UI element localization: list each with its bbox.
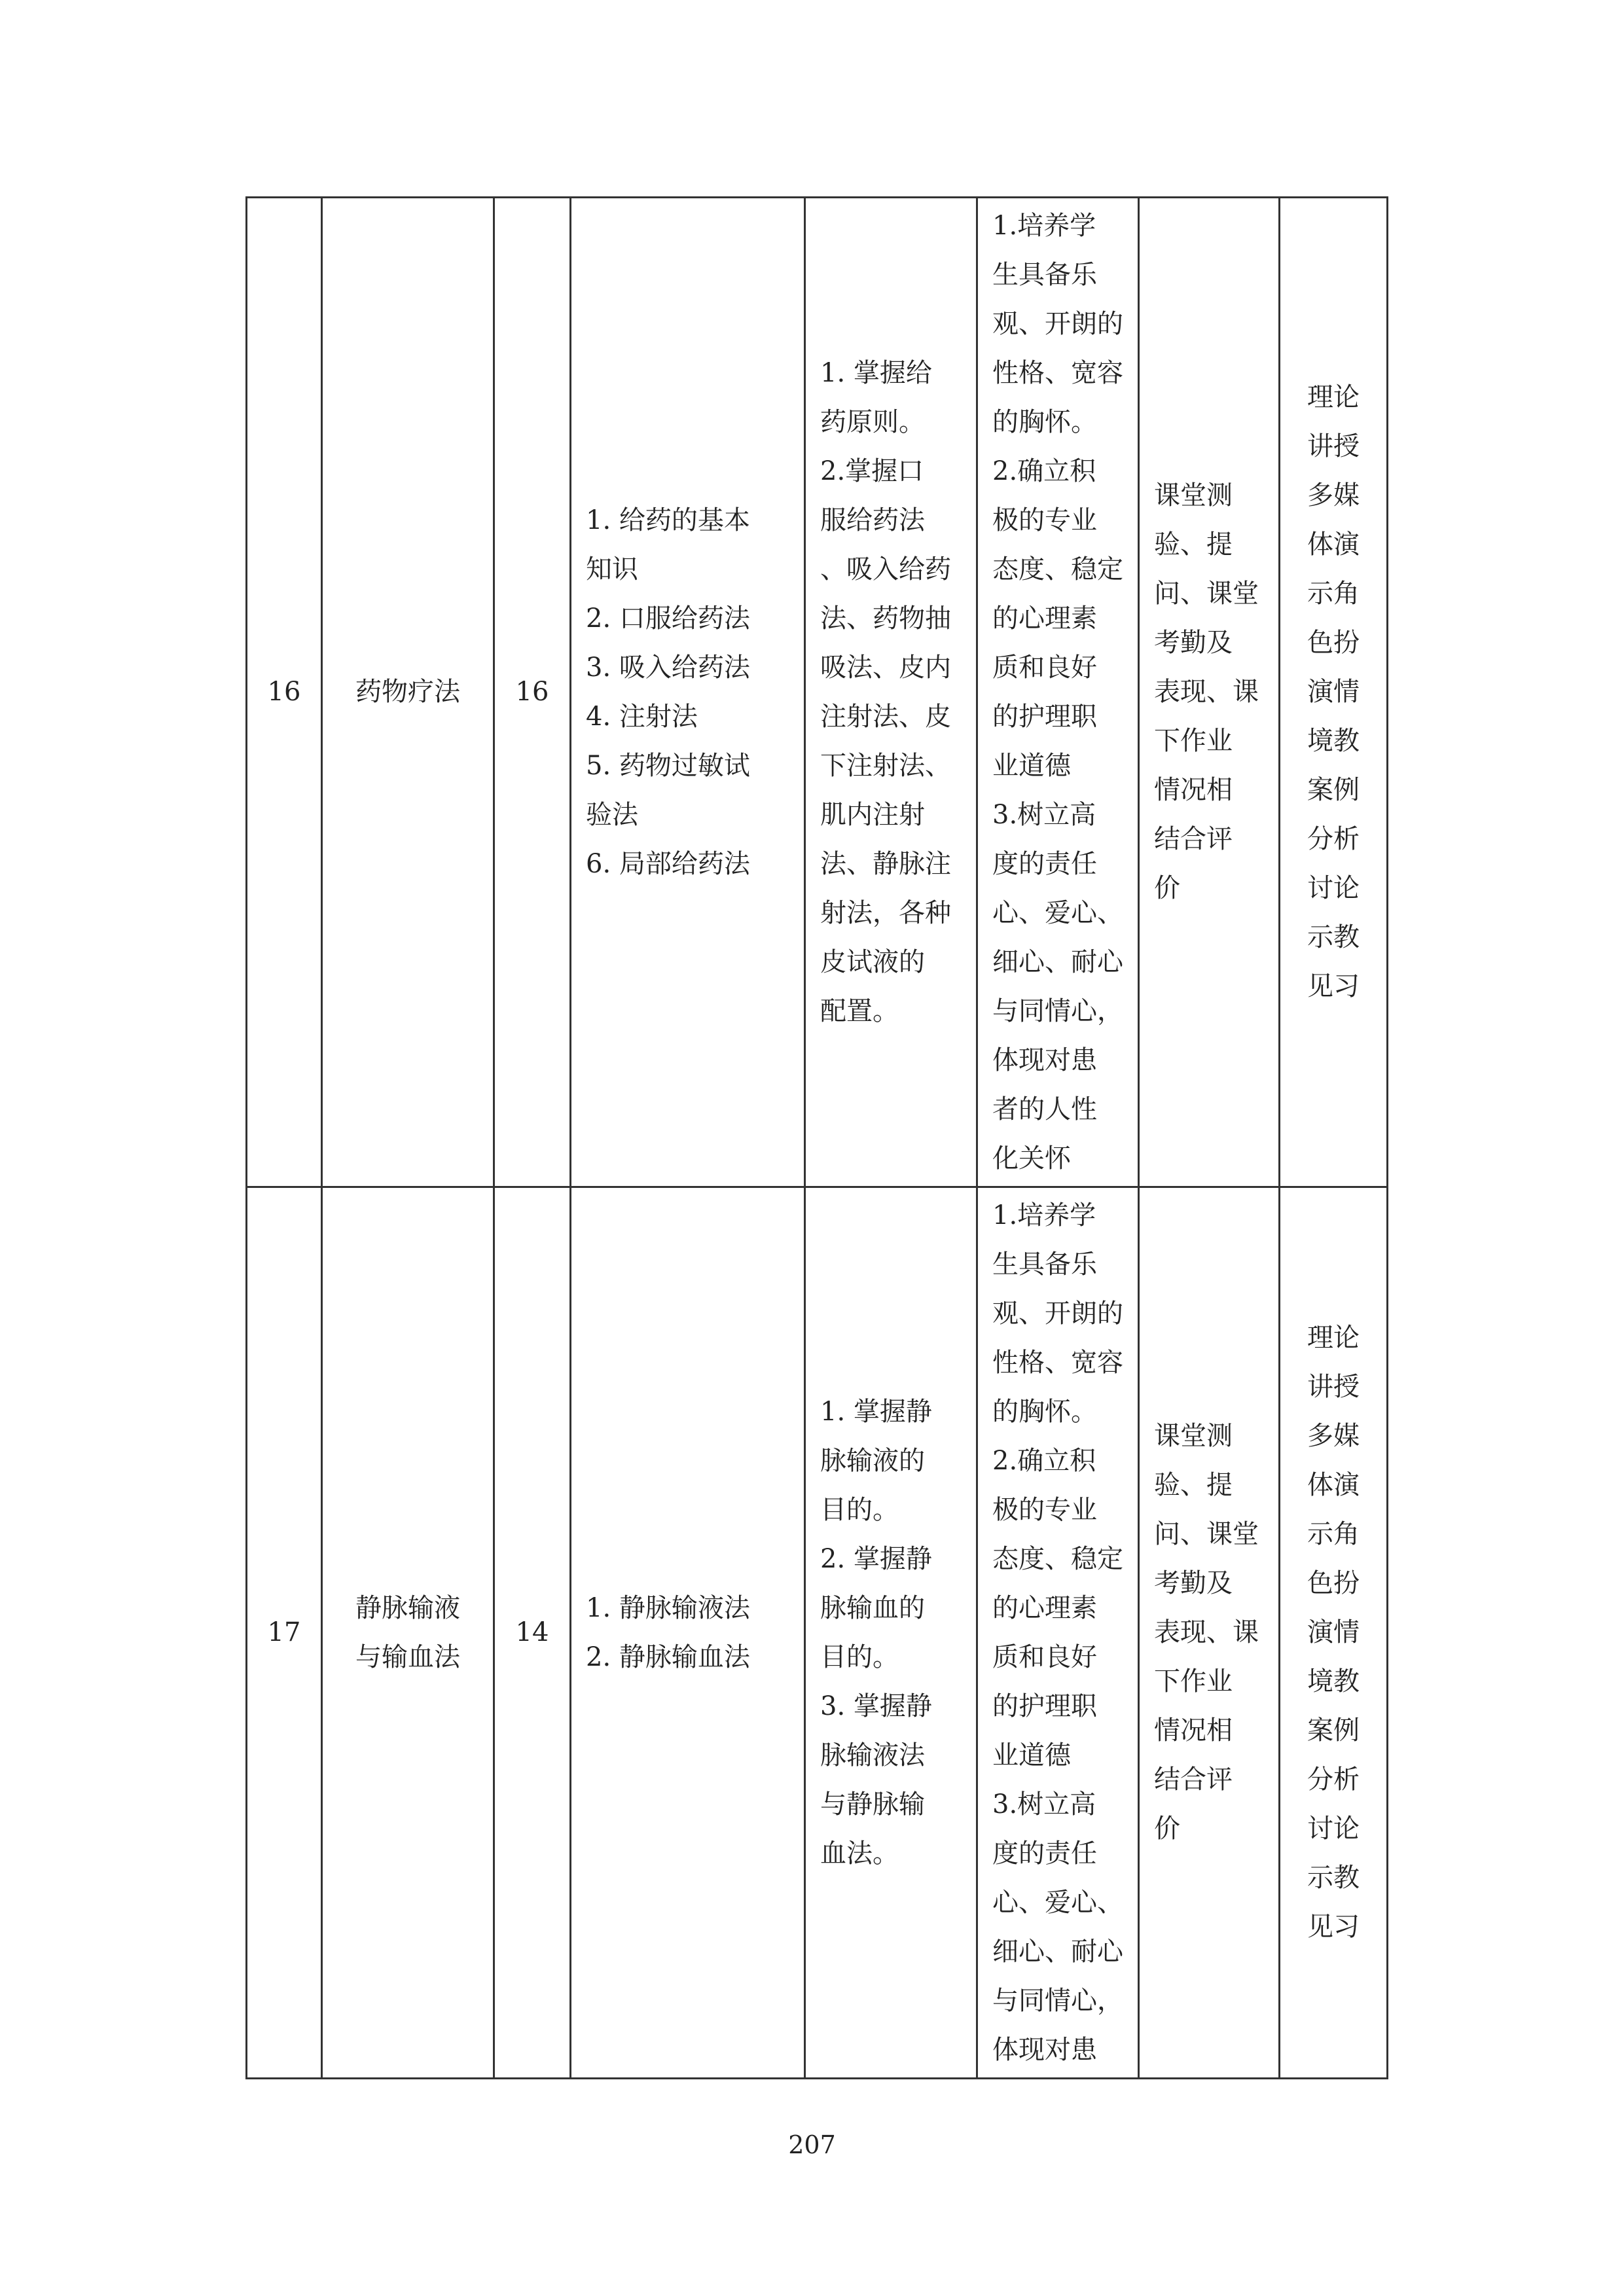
cell-teaching-methods-line: 案例 xyxy=(1307,1715,1360,1746)
cell-content-line: 4. 注射法 xyxy=(586,701,698,732)
cell-ideology-goals-line: 3.树立高 xyxy=(992,799,1096,830)
cell-teaching-methods-line: 多媒 xyxy=(1307,1421,1360,1451)
cell-ideology-goals-line: 化关怀 xyxy=(992,1143,1071,1174)
cell-assessment-line: 考勤及 xyxy=(1154,1568,1233,1598)
cell-ideology-goals-line: 1.培养学 xyxy=(992,1200,1096,1230)
cell-objectives-line: 3. 掌握静 xyxy=(820,1691,932,1721)
table-body xyxy=(247,198,1388,2079)
cell-objectives-line: 肌内注射 xyxy=(820,799,925,830)
cell-objectives-line: 服给药法 xyxy=(820,505,925,535)
cell-teaching-methods-line: 讨论 xyxy=(1307,873,1360,903)
cell-objectives-line: 与静脉输 xyxy=(820,1789,925,1820)
cell-teaching-methods-line: 分析 xyxy=(1307,824,1360,854)
cell-objectives xyxy=(805,198,977,1187)
cell-ideology-goals-line: 与同情心， xyxy=(992,1985,1123,2016)
cell-ideology-goals-line: 的心理素 xyxy=(992,603,1097,634)
cell-objectives-line: 药原则。 xyxy=(820,406,925,437)
cell-ideology-goals-line: 生具备乐 xyxy=(992,1249,1097,1280)
cell-assessment-line: 情况相 xyxy=(1154,1715,1233,1746)
cell-assessment-line: 表现、课 xyxy=(1154,1617,1259,1647)
cell-objectives-line: 2.掌握口 xyxy=(820,456,924,486)
cell-ideology-goals-line: 的心理素 xyxy=(992,1592,1097,1623)
cell-objectives-line: 血法。 xyxy=(820,1838,899,1869)
cell-content-line: 6. 局部给药法 xyxy=(586,848,750,879)
cell-ideology-goals-line: 体现对患 xyxy=(992,2034,1097,2065)
cell-hours: 14 xyxy=(494,1187,571,2079)
cell-teaching-methods-line: 演情 xyxy=(1307,677,1360,707)
cell-topic-line: 与输血法 xyxy=(355,1641,460,1672)
cell-lesson-number: 16 xyxy=(247,198,322,1187)
cell-content-line: 2. 口服给药法 xyxy=(586,603,750,634)
cell-assessment-line: 验、提 xyxy=(1154,1470,1233,1500)
cell-teaching-methods-line: 示角 xyxy=(1307,1519,1360,1549)
cell-objectives-line: 下注射法、 xyxy=(820,750,951,781)
cell-ideology-goals-line: 体现对患 xyxy=(992,1045,1097,1075)
cell-teaching-methods-line: 色扮 xyxy=(1307,628,1360,658)
cell-objectives xyxy=(805,1187,977,2079)
cell-teaching-methods-line: 理论 xyxy=(1307,1323,1360,1353)
cell-teaching-methods-line: 体演 xyxy=(1307,529,1360,560)
page-number: 207 xyxy=(788,2130,836,2159)
cell-objectives-line: 法、药物抽 xyxy=(820,603,951,634)
cell-ideology-goals-line: 2.确立积 xyxy=(992,1445,1096,1476)
cell-assessment-line: 价 xyxy=(1154,873,1180,903)
cell-teaching-methods-line: 境教 xyxy=(1307,726,1360,756)
cell-teaching-methods-line: 示教 xyxy=(1307,922,1360,952)
cell-teaching-methods-line: 示教 xyxy=(1307,1863,1360,1893)
cell-content-line: 1. 静脉输液法 xyxy=(586,1592,750,1623)
cell-teaching-methods-line: 讲授 xyxy=(1307,431,1360,461)
cell-assessment-line: 下作业 xyxy=(1154,1666,1233,1696)
cell-ideology-goals-line: 与同情心， xyxy=(992,996,1123,1026)
cell-assessment-line: 验、提 xyxy=(1154,529,1233,560)
cell-ideology-goals-line: 者的人性 xyxy=(992,1094,1097,1124)
cell-objectives-line: 脉输液的 xyxy=(820,1445,925,1476)
cell-assessment-line: 课堂测 xyxy=(1154,1421,1233,1451)
cell-assessment-line: 结合评 xyxy=(1154,824,1233,854)
cell-objectives-line: 脉输液法 xyxy=(820,1740,925,1770)
cell-teaching-methods xyxy=(1280,1187,1388,2079)
cell-objectives-line: 、吸入给药 xyxy=(820,554,951,584)
cell-ideology-goals-line: 细心、耐心 xyxy=(992,946,1123,977)
cell-topic-line: 药物疗法 xyxy=(355,677,460,707)
cell-teaching-methods-line: 境教 xyxy=(1307,1666,1360,1696)
cell-content-line: 2. 静脉输血法 xyxy=(586,1641,750,1672)
cell-teaching-methods-line: 见习 xyxy=(1307,971,1360,1001)
cell-assessment-line: 问、课堂 xyxy=(1154,1519,1259,1549)
cell-objectives-line: 皮试液的 xyxy=(820,946,925,977)
cell-objectives-line: 法、静脉注 xyxy=(820,848,951,879)
cell-assessment-line: 表现、课 xyxy=(1154,677,1259,707)
cell-ideology-goals-line: 生具备乐 xyxy=(992,259,1097,290)
cell-ideology-goals-line: 业道德 xyxy=(992,750,1071,781)
cell-objectives-line: 射法，各种 xyxy=(820,897,951,928)
cell-teaching-methods-line: 讲授 xyxy=(1307,1372,1360,1402)
cell-ideology-goals-line: 的胸怀。 xyxy=(992,1396,1097,1427)
cell-ideology-goals-line: 心、爱心、 xyxy=(992,1887,1123,1918)
cell-ideology-goals-line: 态度、稳定 xyxy=(992,554,1123,584)
cell-ideology-goals-line: 性格、宽容 xyxy=(992,1347,1123,1378)
cell-teaching-methods-line: 见习 xyxy=(1307,1912,1360,1942)
cell-teaching-methods-line: 讨论 xyxy=(1307,1814,1360,1844)
cell-ideology-goals-line: 观、开朗的 xyxy=(992,1298,1123,1329)
cell-objectives-line: 注射法、皮 xyxy=(820,701,951,732)
cell-content xyxy=(571,1187,805,2079)
cell-objectives-line: 2. 掌握静 xyxy=(820,1543,932,1574)
cell-teaching-methods-line: 体演 xyxy=(1307,1470,1360,1500)
cell-objectives-line: 目的。 xyxy=(820,1641,899,1672)
cell-ideology-goals-line: 极的专业 xyxy=(992,1494,1097,1525)
cell-assessment-line: 价 xyxy=(1154,1814,1180,1844)
cell-teaching-methods-line: 案例 xyxy=(1307,775,1360,805)
cell-teaching-methods-line: 演情 xyxy=(1307,1617,1360,1647)
cell-assessment-line: 问、课堂 xyxy=(1154,579,1259,609)
cell-assessment-line: 考勤及 xyxy=(1154,628,1233,658)
cell-objectives-line: 1. 掌握给 xyxy=(820,357,932,388)
cell-teaching-methods-line: 多媒 xyxy=(1307,480,1360,511)
cell-assessment xyxy=(1139,198,1280,1187)
cell-teaching-methods-line: 色扮 xyxy=(1307,1568,1360,1598)
cell-lesson-number: 17 xyxy=(247,1187,322,2079)
cell-ideology-goals-line: 质和良好 xyxy=(992,1641,1097,1672)
cell-ideology-goals-line: 性格、宽容 xyxy=(992,357,1123,388)
cell-ideology-goals xyxy=(977,1187,1139,2079)
cell-topic-line: 静脉输液 xyxy=(355,1592,460,1623)
cell-content-line: 1. 给药的基本 xyxy=(586,505,750,535)
cell-topic xyxy=(322,198,494,1187)
cell-assessment-line: 下作业 xyxy=(1154,726,1233,756)
cell-ideology-goals-line: 态度、稳定 xyxy=(992,1543,1123,1574)
cell-assessment-line: 课堂测 xyxy=(1154,480,1233,511)
cell-teaching-methods-line: 分析 xyxy=(1307,1765,1360,1795)
cell-teaching-methods-line: 理论 xyxy=(1307,382,1360,412)
cell-content-line: 验法 xyxy=(586,799,638,830)
cell-objectives-line: 脉输血的 xyxy=(820,1592,925,1623)
cell-content-line: 3. 吸入给药法 xyxy=(586,652,750,683)
cell-assessment xyxy=(1139,1187,1280,2079)
cell-ideology-goals-line: 质和良好 xyxy=(992,652,1097,683)
cell-ideology-goals xyxy=(977,198,1139,1187)
cell-ideology-goals-line: 3.树立高 xyxy=(992,1789,1096,1820)
cell-ideology-goals-line: 观、开朗的 xyxy=(992,308,1123,339)
table-row xyxy=(247,198,1388,1187)
cell-assessment-line: 结合评 xyxy=(1154,1765,1233,1795)
cell-teaching-methods-line: 示角 xyxy=(1307,579,1360,609)
cell-ideology-goals-line: 细心、耐心 xyxy=(992,1936,1123,1967)
course-table xyxy=(245,196,1388,2079)
cell-ideology-goals-line: 业道德 xyxy=(992,1740,1071,1770)
cell-ideology-goals-line: 度的责任 xyxy=(992,1838,1097,1869)
cell-content-line: 知识 xyxy=(586,554,638,584)
cell-ideology-goals-line: 极的专业 xyxy=(992,505,1097,535)
cell-ideology-goals-line: 的胸怀。 xyxy=(992,406,1097,437)
cell-ideology-goals-line: 2.确立积 xyxy=(992,456,1096,486)
cell-objectives-line: 配置。 xyxy=(820,996,899,1026)
cell-objectives-line: 吸法、皮内 xyxy=(820,652,951,683)
cell-ideology-goals-line: 度的责任 xyxy=(992,848,1097,879)
cell-ideology-goals-line: 心、爱心、 xyxy=(992,897,1123,928)
table-row xyxy=(247,1187,1388,2079)
cell-objectives-line: 1. 掌握静 xyxy=(820,1396,932,1427)
cell-topic xyxy=(322,1187,494,2079)
cell-ideology-goals-line: 的护理职 xyxy=(992,701,1097,732)
cell-content-line: 5. 药物过敏试 xyxy=(586,750,750,781)
cell-objectives-line: 目的。 xyxy=(820,1494,899,1525)
cell-content xyxy=(571,198,805,1187)
cell-hours: 16 xyxy=(494,198,571,1187)
cell-ideology-goals-line: 1.培养学 xyxy=(992,210,1096,241)
cell-assessment-line: 情况相 xyxy=(1154,775,1233,805)
cell-ideology-goals-line: 的护理职 xyxy=(992,1691,1097,1721)
cell-teaching-methods xyxy=(1280,198,1388,1187)
